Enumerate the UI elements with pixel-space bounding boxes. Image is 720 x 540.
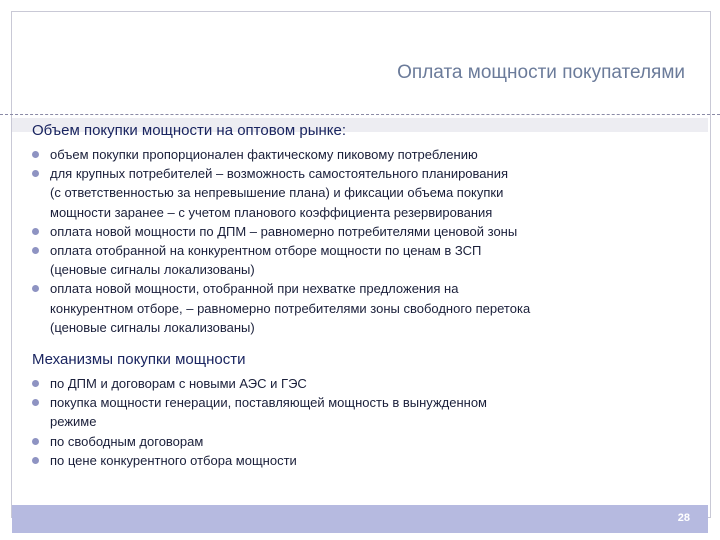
- slide-content: [32, 122, 692, 470]
- bullet-line: по свободным договорам: [50, 433, 204, 449]
- bullet-line: по ДПМ и договорам с новыми АЭС и ГЭС: [50, 376, 307, 392]
- bullet-dot-icon: [32, 228, 39, 235]
- slide-title: Оплата мощности покупателями: [397, 62, 685, 83]
- bullet-line: оплата новой мощности по ДПМ – равномерно потребителями ценовой зоны: [50, 223, 518, 239]
- bullet-item: [32, 279, 692, 337]
- bullet-dot-icon: [32, 247, 39, 254]
- bullet-line: оплата отобранной на конкурентном отборе мощности по ценам в ЗСП: [50, 243, 482, 259]
- section-purchase-mechanisms: [32, 351, 692, 470]
- bullet-item: [32, 222, 692, 241]
- bullet-dot-icon: [32, 399, 39, 406]
- bullet-line: (с ответственностью за непревышение плана) и фиксации объема покупки: [50, 185, 504, 201]
- bullet-line: (ценовые сигналы локализованы): [50, 262, 255, 278]
- title-divider: [0, 114, 720, 115]
- bullet-line: для крупных потребителей – возможность самостоятельного планирования: [50, 166, 509, 182]
- bullet-dot-icon: [32, 170, 39, 177]
- bullet-line: объем покупки пропорционален фактическому пиковому потреблению: [50, 147, 478, 162]
- page-number: 28: [677, 512, 690, 524]
- bullet-item: [32, 241, 692, 279]
- bullet-line: режиме: [50, 414, 97, 430]
- section-heading: Объем покупки мощности на оптовом рынке:: [32, 122, 346, 139]
- bullet-line: конкурентном отборе, – равномерно потребителями зоны свободного перетока: [50, 300, 531, 316]
- bullet-dot-icon: [32, 151, 39, 158]
- bullet-list: [32, 145, 692, 337]
- bullet-dot-icon: [32, 380, 39, 387]
- bullet-line: мощности заранее – с учетом планового коэффициента резервирования: [50, 204, 493, 220]
- section-heading: Механизмы покупки мощности: [32, 351, 246, 369]
- bullet-item: [32, 145, 692, 164]
- bullet-line: по цене конкурентного отбора мощности: [50, 452, 297, 468]
- bullet-item: [32, 432, 692, 451]
- bullet-dot-icon: [32, 457, 39, 464]
- bullet-item: [32, 164, 692, 222]
- bullet-line: покупка мощности генерации, поставляющей мощность в вынужденном: [50, 395, 487, 411]
- bullet-line: оплата новой мощности, отобранной при нехватке предложения на: [50, 281, 459, 297]
- bullet-item: [32, 393, 692, 431]
- section-purchase-volume: [32, 122, 692, 337]
- bullet-item: [32, 374, 692, 393]
- bullet-item: [32, 451, 692, 470]
- bullet-dot-icon: [32, 285, 39, 292]
- footer-bar: [12, 505, 708, 533]
- bullet-list: [32, 374, 692, 470]
- bullet-line: (ценовые сигналы локализованы): [50, 319, 255, 335]
- bullet-dot-icon: [32, 438, 39, 445]
